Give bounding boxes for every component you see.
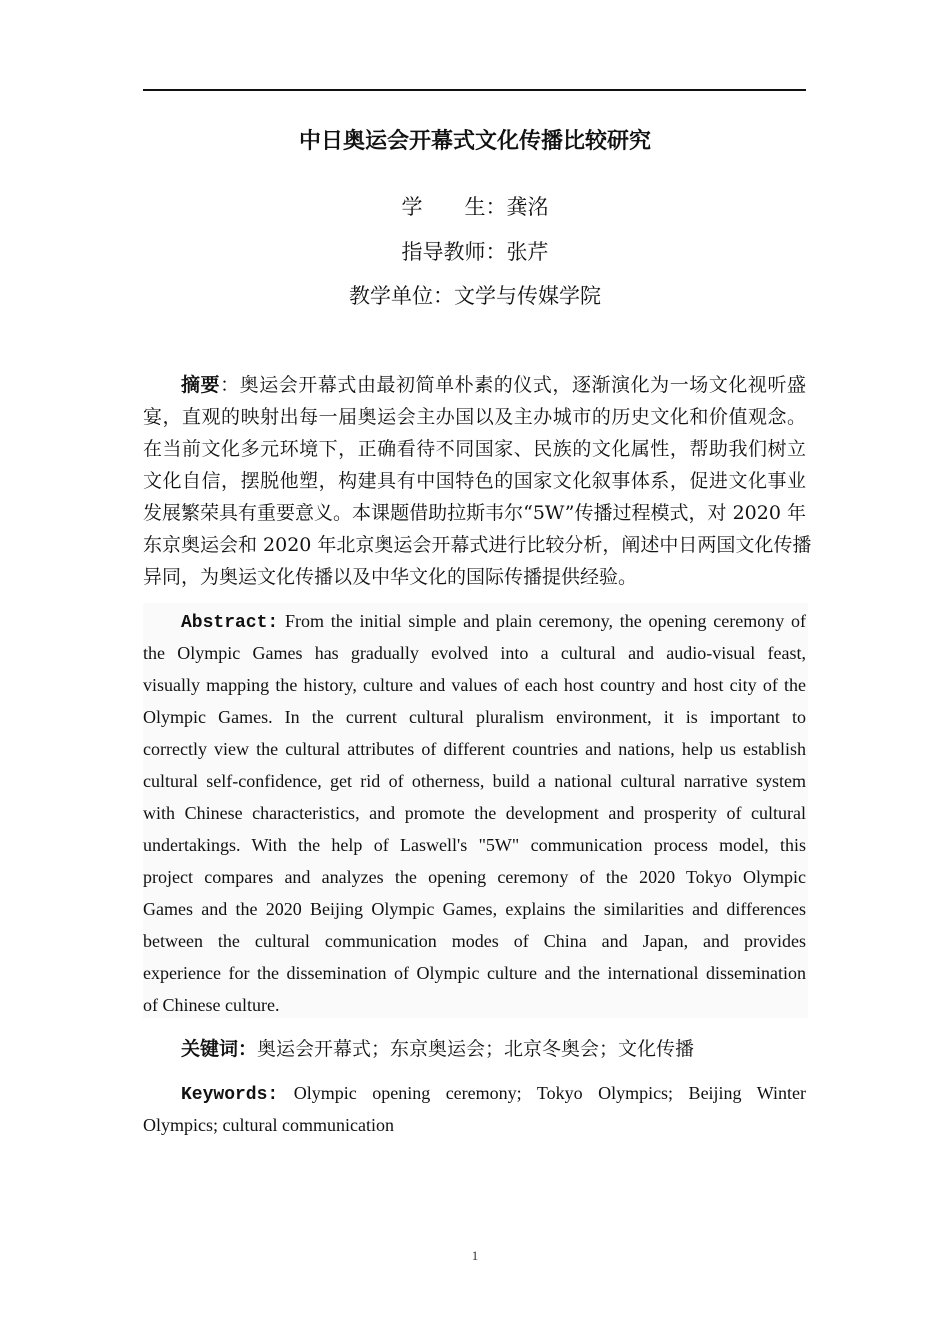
page-title: 中日奥运会开幕式文化传播比较研究 [298,129,651,154]
unit-label: 教学单位： [349,284,454,308]
student-name: 龚洺 [506,195,549,219]
abstract-en-line: experience for the dissemination of Olympic culture and the international dissemination [143,963,806,983]
abstract-cn-line: 发展繁荣具有重要意义。本课题借助拉斯韦尔“5W”传播过程模式，对 2020 年 [143,502,806,524]
abstract-cn-line: 在当前文化多元环境下，正确看待不同国家、民族的文化属性，帮助我们树立 [143,438,806,460]
abstract-en-line: with Chinese characteristics, and promote the development and prosperity of cultural [143,803,806,823]
abstract-cn-line: 文化自信，摆脱他塑，构建具有中国特色的国家文化叙事体系，促进文化事业 [143,470,806,492]
abstract-cn-text: ：奥运会开幕式由最初简单朴素的仪式，逐渐演化为一场文化视听盛 [220,374,806,396]
abstract-en-text: From the initial simple and plain ceremony, the opening ceremony of [278,611,806,631]
abstract-en-line: undertakings. With the help of Laswell's "5W" communication process model, this [143,835,806,855]
page-number: 1 [471,1248,479,1263]
abstract-cn-line: 异同，为奥运文化传播以及中华文化的国际传播提供经验。 [143,566,638,588]
abstract-en-line: visually mapping the history, culture and values of each host country and host city of the [143,675,806,695]
unit-name: 文学与传媒学院 [454,284,601,308]
abstract-en-line: the Olympic Games has gradually evolved into a cultural and audio-visual feast, [143,643,806,663]
abstract-en-line: correctly view the cultural attributes of different countries and nations, help us establish [143,739,806,759]
abstract-en [143,605,806,1021]
abstract-en-line: between the cultural communication modes of China and Japan, and provides [143,931,806,951]
keywords-cn-text: 奥运会开幕式；东京奥运会；北京冬奥会；文化传播 [257,1038,695,1060]
abstract-en-line: Olympic Games. In the current cultural pluralism environment, it is important to [143,707,806,727]
header-rule [143,89,806,91]
student-label: 学 生： [401,195,507,219]
unit-line [0,281,950,311]
keywords-cn [143,1033,806,1065]
keywords-cn-label: 关键词： [181,1038,258,1060]
advisor-name: 张芹 [506,240,549,264]
keywords-en-label: Keywords: [181,1085,279,1105]
keywords-en [143,1077,806,1141]
advisor-line [0,237,950,267]
abstract-cn [143,369,812,593]
keywords-en-text: Olympic opening ceremony; Tokyo Olympics; Beijing Winter [278,1083,806,1103]
keywords-en-line: Olympics; cultural communication [143,1115,394,1135]
abstract-en-line: Games and the 2020 Beijing Olympic Games, explains the similarities and differences [143,899,806,919]
abstract-en-line: project compares and analyzes the opening ceremony of the 2020 Tokyo Olympic [143,867,806,887]
abstract-cn-line: 宴，直观的映射出每一届奥运会主办国以及主办城市的历史文化和价值观念。 [143,406,806,428]
abstract-en-line: of Chinese culture. [143,995,280,1015]
student-line [0,192,950,222]
abstract-cn-label: 摘要 [181,374,221,396]
abstract-en-line: cultural self-confidence, get rid of otherness, build a national cultural narrative system [143,771,806,791]
abstract-en-label: Abstract: [181,613,279,633]
abstract-cn-line: 东京奥运会和 2020 年北京奥运会开幕式进行比较分析，阐述中日两国文化传播 [143,534,812,556]
keywords-cn-line [143,1033,806,1065]
abstract-en-line [143,605,806,637]
advisor-label: 指导教师： [401,240,507,264]
abstract-cn-line [143,369,806,401]
keywords-en-line [143,1077,806,1109]
